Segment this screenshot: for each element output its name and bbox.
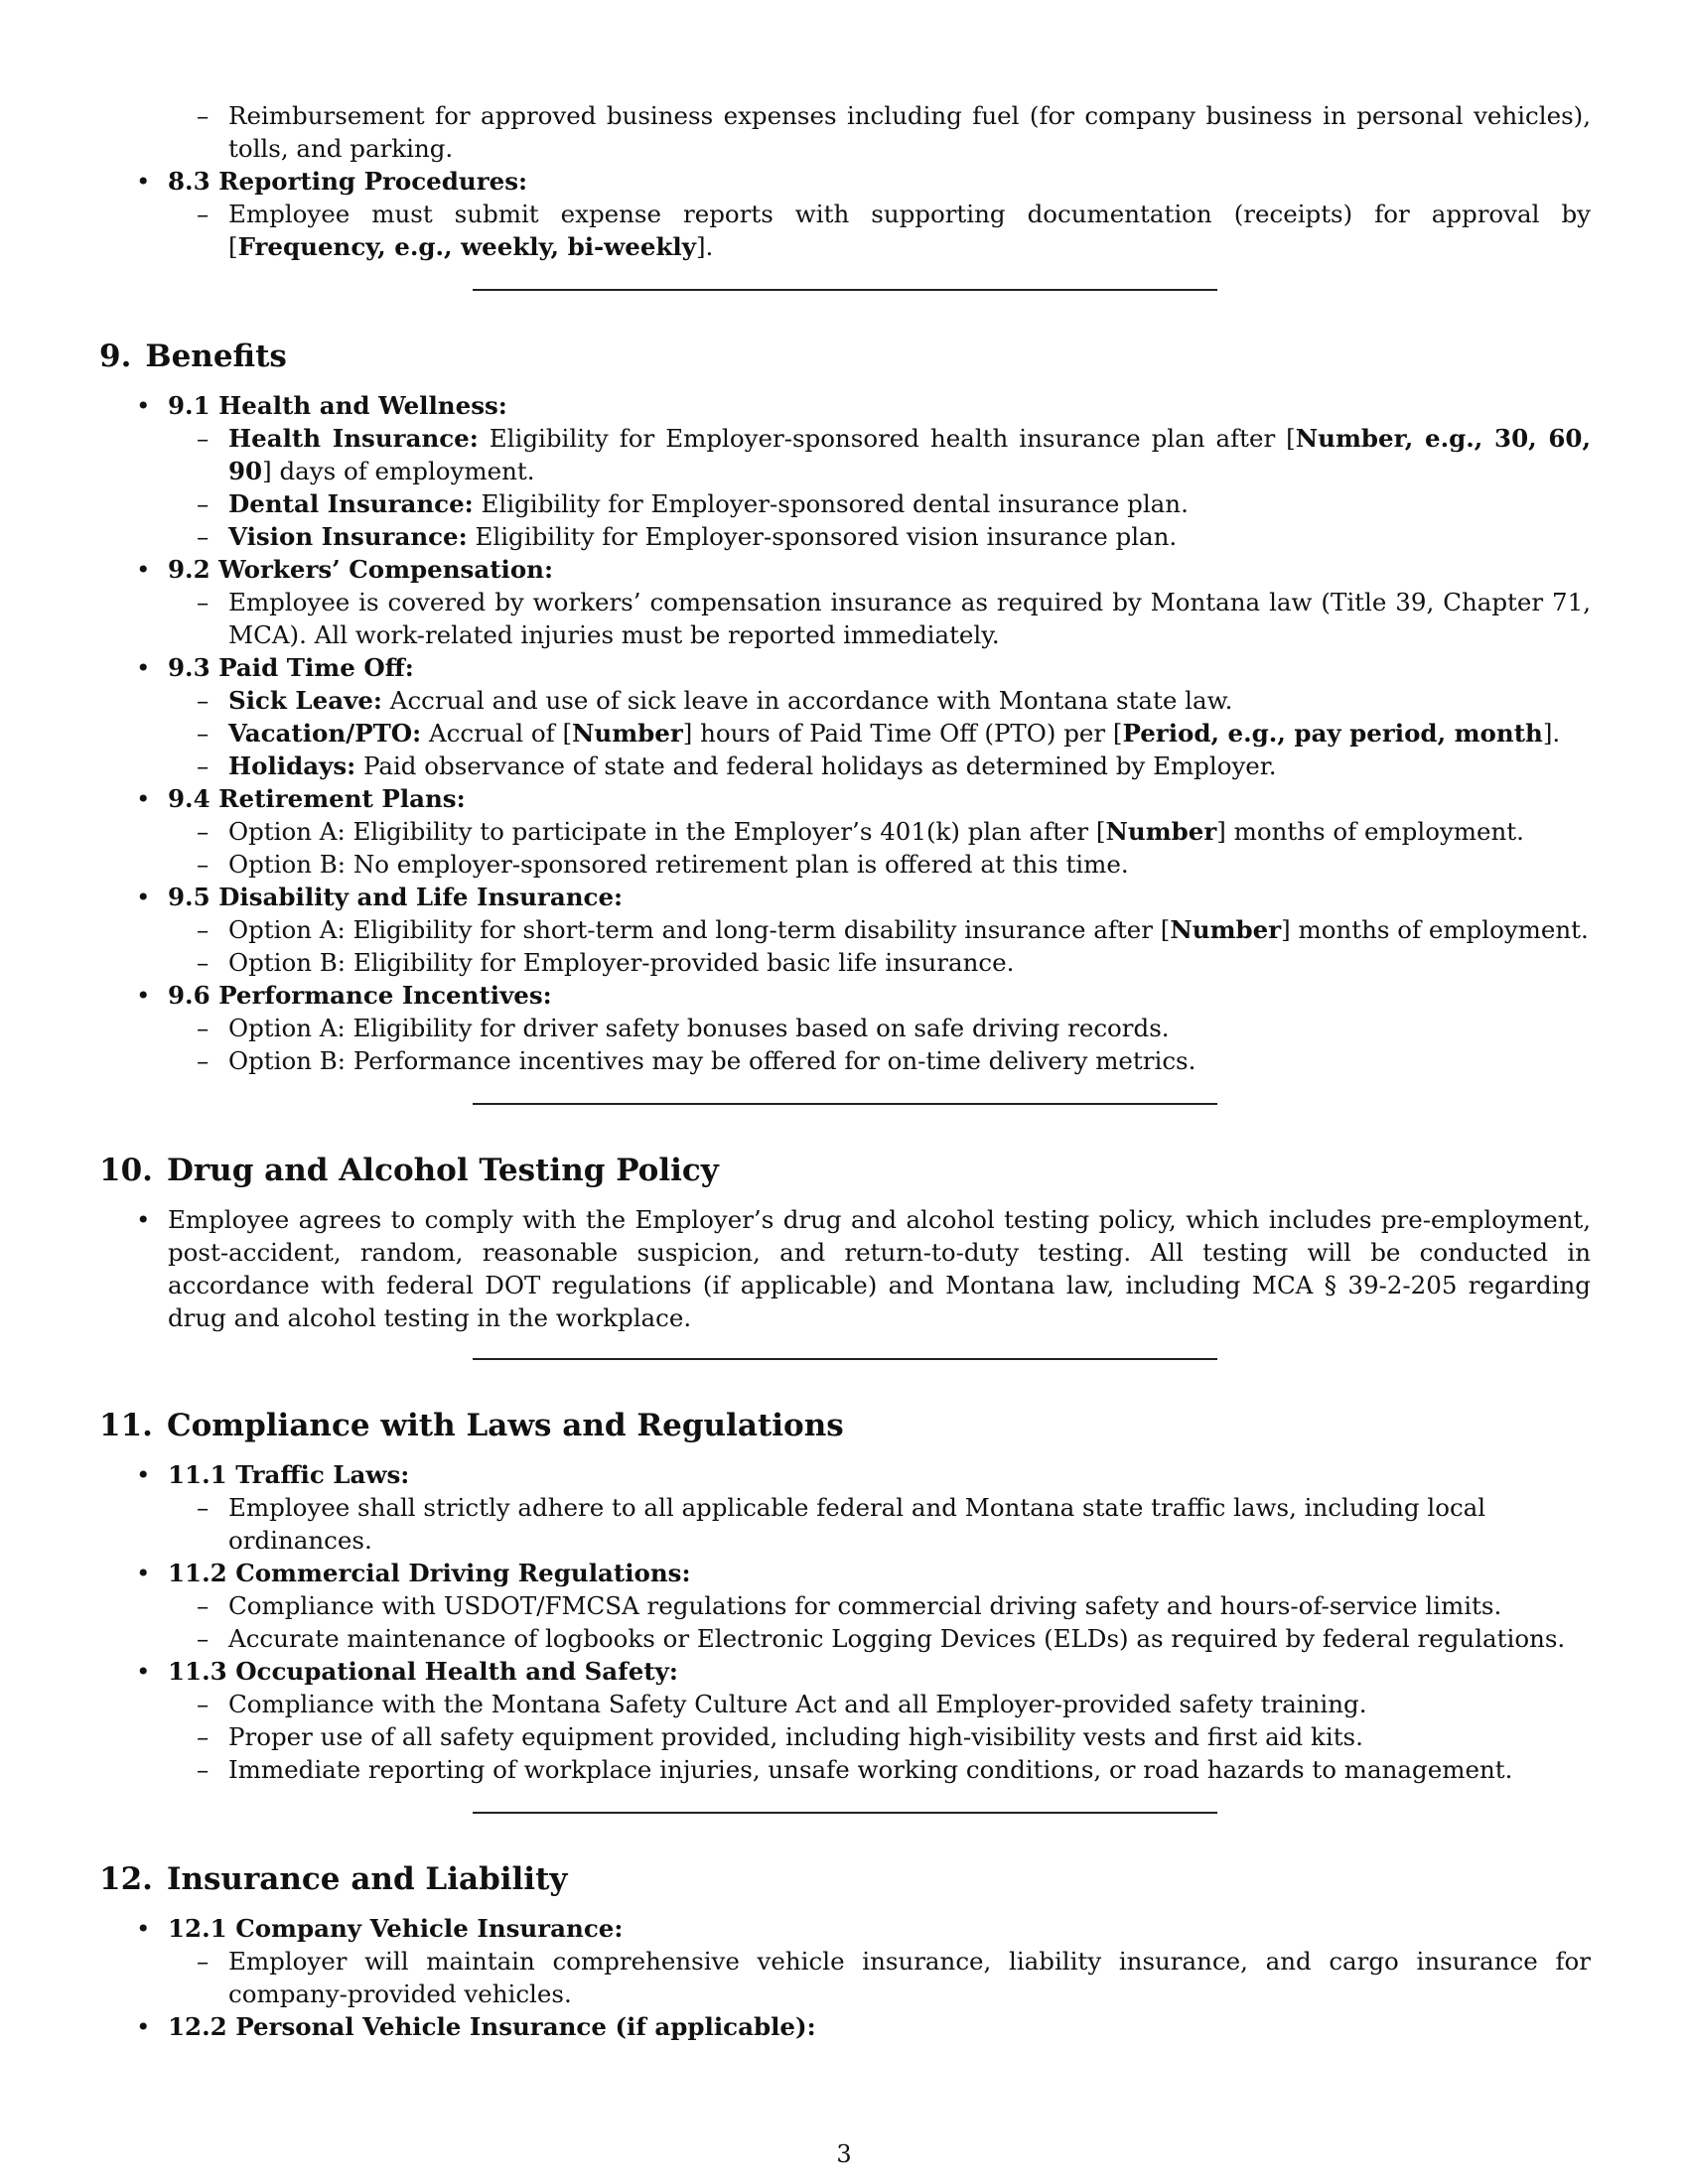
list-item-11-2 [99,1557,1591,1655]
section-12-list [99,1912,1591,2043]
section-8-list [99,165,1591,263]
section-8-continuation [99,99,1591,165]
list-item-9-3 [99,651,1591,782]
section-9-list [99,389,1591,1077]
list-item: – Option A: Eligibility for driver safety bonuses based on safe driving records. [99,1012,1591,1044]
section-heading-11: 11. Compliance with Laws and Regulations [99,1408,844,1443]
section-10-list [99,1203,1591,1334]
list-item: – Employer will maintain comprehensive vehicle insurance, liability insurance, and cargo insurance for company-provided vehicles. [99,1945,1591,2010]
list-item: – Sick Leave: Accrual and use of sick leave in accordance with Montana state law. [99,684,1591,717]
page-number: 3 [836,2140,852,2168]
item-title: 8.3 Reporting Procedures: [168,167,528,196]
list-item: – Option B: No employer-sponsored retirement plan is offered at this time. [99,848,1591,881]
list-item: – Immediate reporting of workplace injuries, unsafe working conditions, or road hazards to management. [99,1753,1591,1786]
section-divider [473,1358,1217,1360]
item-title: 12.1 Company Vehicle Insurance: [168,1914,624,1943]
list-item: • Employee agrees to comply with the Employer’s drug and alcohol testing policy, which includes pre-employment, post-accident, random, reasonable suspicion, and return-to-duty testing. All testing will be conducted in accordance with federal DOT regulations (if applicable) and Montana law, including MCA § 39-2-205 regarding drug and alcohol testing in the workplace. [99,1203,1591,1334]
list-item: – Employee must submit expense reports with supporting documentation (receipts) for approval by [Frequency, e.g., weekly, bi-weekly]. [99,198,1591,263]
document-page [99,99,1591,2043]
list-item-9-5 [99,881,1591,979]
list-item: – Dental Insurance: Eligibility for Employer-sponsored dental insurance plan. [99,487,1591,520]
list-item: – Health Insurance: Eligibility for Employer-sponsored health insurance plan after [Number, e.g., 30, 60, 90] days of employment. [99,422,1591,487]
item-title: 12.2 Personal Vehicle Insurance (if applicable): [168,2012,816,2041]
list-item-11-1 [99,1458,1591,1557]
list-item: – Vacation/PTO: Accrual of [Number] hours of Paid Time Off (PTO) per [Period, e.g., pay period, month]. [99,717,1591,750]
list-item: – Compliance with the Montana Safety Culture Act and all Employer-provided safety training. [99,1688,1591,1720]
list-item: – Employee shall strictly adhere to all applicable federal and Montana state traffic laws, including local ordinances. [99,1491,1591,1557]
list-item: – Holidays: Paid observance of state and federal holidays as determined by Employer. [99,750,1591,782]
item-title: 9.4 Retirement Plans: [168,784,466,813]
list-item: – Compliance with USDOT/FMCSA regulations for commercial driving safety and hours-of-service limits. [99,1589,1591,1622]
list-item: – Reimbursement for approved business expenses including fuel (for company business in personal vehicles), tolls, and parking. [99,99,1591,165]
list-item: – Option B: Performance incentives may be offered for on-time delivery metrics. [99,1044,1591,1077]
list-item-8-3 [99,165,1591,263]
list-item: – Vision Insurance: Eligibility for Employer-sponsored vision insurance plan. [99,520,1591,553]
section-heading-10: 10. Drug and Alcohol Testing Policy [99,1153,719,1188]
list-item: – Option A: Eligibility for short-term and long-term disability insurance after [Number] months of employment. [99,913,1591,946]
item-title: 9.5 Disability and Life Insurance: [168,883,624,911]
list-item-9-4 [99,782,1591,881]
item-title: 11.3 Occupational Health and Safety: [168,1657,678,1686]
list-item-9-2 [99,553,1591,651]
list-item-12-2 [99,2010,1591,2043]
list-item-9-1 [99,389,1591,553]
section-heading-12: 12. Insurance and Liability [99,1861,568,1897]
list-item-12-1 [99,1912,1591,2010]
section-divider [473,1103,1217,1105]
list-item: – Option B: Eligibility for Employer-provided basic life insurance. [99,946,1591,979]
list-item: – Accurate maintenance of logbooks or Electronic Logging Devices (ELDs) as required by federal regulations. [99,1622,1591,1655]
list-item: – Proper use of all safety equipment provided, including high-visibility vests and first aid kits. [99,1720,1591,1753]
section-11-list [99,1458,1591,1786]
item-title: 9.6 Performance Incentives: [168,981,552,1010]
item-title: 9.3 Paid Time Off: [168,653,414,682]
list-item: – Option A: Eligibility to participate in the Employer’s 401(k) plan after [Number] months of employment. [99,815,1591,848]
item-title: 11.1 Traffic Laws: [168,1460,410,1489]
section-divider [473,289,1217,291]
item-title: 9.2 Workers’ Compensation: [168,555,554,584]
section-heading-9: 9. Benefits [99,339,287,374]
item-title: 9.1 Health and Wellness: [168,391,507,420]
list-item: – Employee is covered by workers’ compensation insurance as required by Montana law (Title 39, Chapter 71, MCA). All work-related injuries must be reported immediately. [99,586,1591,651]
section-divider [473,1812,1217,1814]
list-item-9-6 [99,979,1591,1077]
list-item-11-3 [99,1655,1591,1786]
item-title: 11.2 Commercial Driving Regulations: [168,1559,691,1587]
